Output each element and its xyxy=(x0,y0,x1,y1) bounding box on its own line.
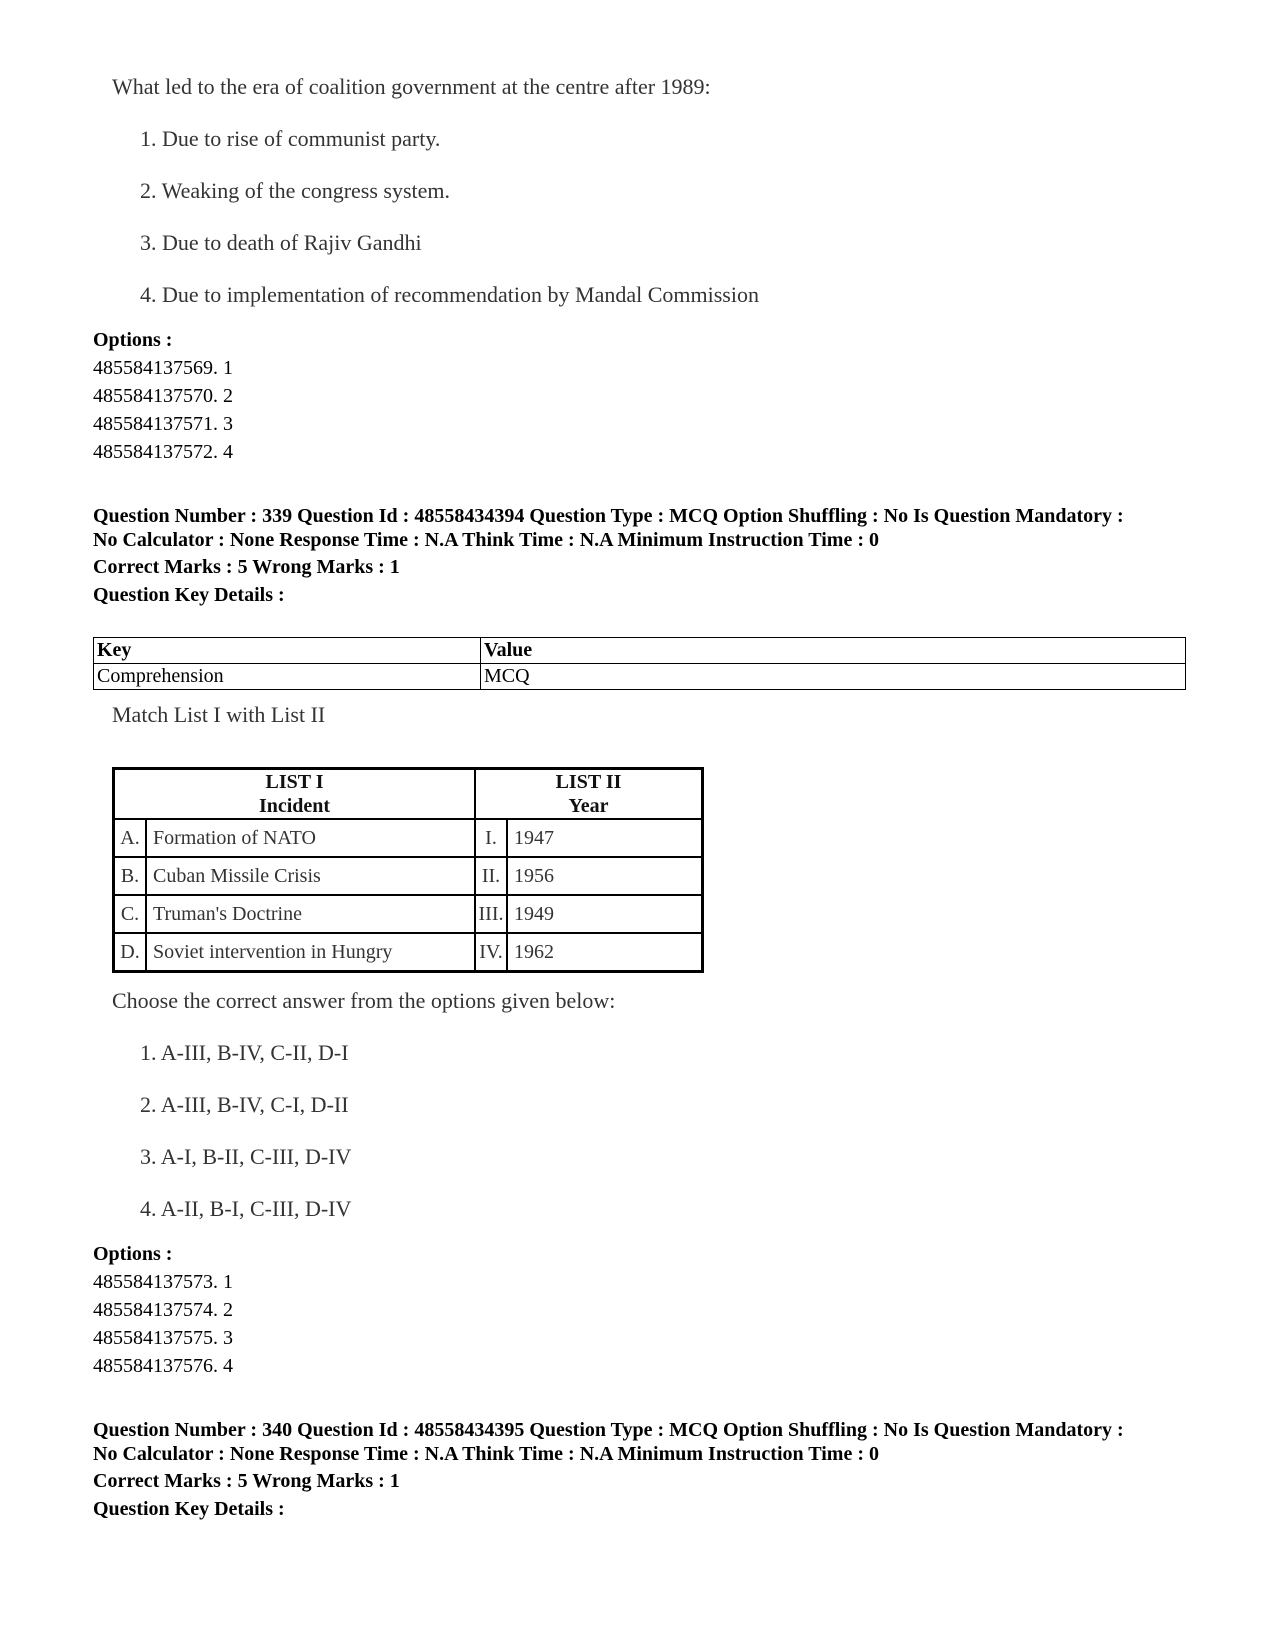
choice-1: 1. A-III, B-IV, C-II, D-I xyxy=(140,1040,349,1065)
row-letter: A. xyxy=(114,819,147,857)
choice-3: 3. Due to death of Rajiv Gandhi xyxy=(140,230,422,255)
choice-4: 4. Due to implementation of recommendation by Mandal Commission xyxy=(140,282,759,307)
list-2-title: LIST II xyxy=(555,771,622,793)
marks: Correct Marks : 5 Wrong Marks : 1 xyxy=(93,1470,400,1492)
row-incident: Truman's Doctrine xyxy=(146,895,475,933)
choice-3: 3. A-I, B-II, C-III, D-IV xyxy=(140,1144,352,1169)
match-list-table xyxy=(112,767,704,973)
row-year: 1947 xyxy=(507,819,703,857)
question-340-meta xyxy=(93,1418,1243,1466)
key-details-label: Question Key Details : xyxy=(93,1498,285,1520)
marks: Correct Marks : 5 Wrong Marks : 1 xyxy=(93,556,400,578)
options-label: Options : xyxy=(93,1243,173,1265)
choice-1: 1. Due to rise of communist party. xyxy=(140,126,441,151)
match-header-row xyxy=(114,769,703,820)
row-key: Comprehension xyxy=(94,664,481,690)
row-incident: Formation of NATO xyxy=(146,819,475,857)
list-1-subtitle: Incident xyxy=(258,795,331,817)
match-row xyxy=(114,933,703,972)
table-header-row xyxy=(94,638,1186,664)
option-line: 485584137573. 1 xyxy=(93,1271,233,1293)
question-stem: What led to the era of coalition government at the centre after 1989: xyxy=(112,74,711,99)
meta-line-1: Question Number : 339 Question Id : 48558434394 Question Type : MCQ Option Shuffling : No Is Question Mandatory : xyxy=(93,505,1124,527)
key-details-table xyxy=(93,637,1186,690)
meta-line-2: No Calculator : None Response Time : N.A Think Time : N.A Minimum Instruction Time : 0 xyxy=(93,1443,879,1465)
row-letter: C. xyxy=(114,895,147,933)
choice-2: 2. Weaking of the congress system. xyxy=(140,178,451,203)
option-line: 485584137569. 1 xyxy=(93,357,233,379)
answer-prompt: Choose the correct answer from the options given below: xyxy=(112,988,616,1013)
row-letter: D. xyxy=(114,933,147,972)
question-339-meta xyxy=(93,504,1243,552)
row-roman: I. xyxy=(475,819,507,857)
row-year: 1949 xyxy=(507,895,703,933)
choice-4: 4. A-II, B-I, C-III, D-IV xyxy=(140,1196,352,1221)
option-line: 485584137570. 2 xyxy=(93,385,233,407)
list-1-title: LIST I xyxy=(265,771,324,793)
meta-line-2: No Calculator : None Response Time : N.A Think Time : N.A Minimum Instruction Time : 0 xyxy=(93,529,879,551)
table-row xyxy=(94,664,1186,690)
option-line: 485584137576. 4 xyxy=(93,1355,233,1377)
list-1-header xyxy=(114,769,476,820)
match-row xyxy=(114,895,703,933)
key-details-label: Question Key Details : xyxy=(93,584,285,606)
row-roman: III. xyxy=(475,895,507,933)
choice-2: 2. A-III, B-IV, C-I, D-II xyxy=(140,1092,349,1117)
option-line: 485584137574. 2 xyxy=(93,1299,233,1321)
list-2-subtitle: Year xyxy=(568,795,609,817)
header-key: Key xyxy=(94,638,481,664)
row-year: 1962 xyxy=(507,933,703,972)
meta-line-1: Question Number : 340 Question Id : 48558434395 Question Type : MCQ Option Shuffling : No Is Question Mandatory : xyxy=(93,1419,1124,1441)
options-label: Options : xyxy=(93,329,173,351)
row-roman: II. xyxy=(475,857,507,895)
list-2-header xyxy=(475,769,703,820)
option-line: 485584137571. 3 xyxy=(93,413,233,435)
option-line: 485584137572. 4 xyxy=(93,441,233,463)
row-letter: B. xyxy=(114,857,147,895)
row-incident: Soviet intervention in Hungry xyxy=(146,933,475,972)
row-incident: Cuban Missile Crisis xyxy=(146,857,475,895)
question-stem: Match List I with List II xyxy=(112,702,326,727)
option-line: 485584137575. 3 xyxy=(93,1327,233,1349)
row-value: MCQ xyxy=(481,664,1186,690)
header-value: Value xyxy=(481,638,1186,664)
match-row xyxy=(114,819,703,857)
row-roman: IV. xyxy=(475,933,507,972)
row-year: 1956 xyxy=(507,857,703,895)
match-row xyxy=(114,857,703,895)
